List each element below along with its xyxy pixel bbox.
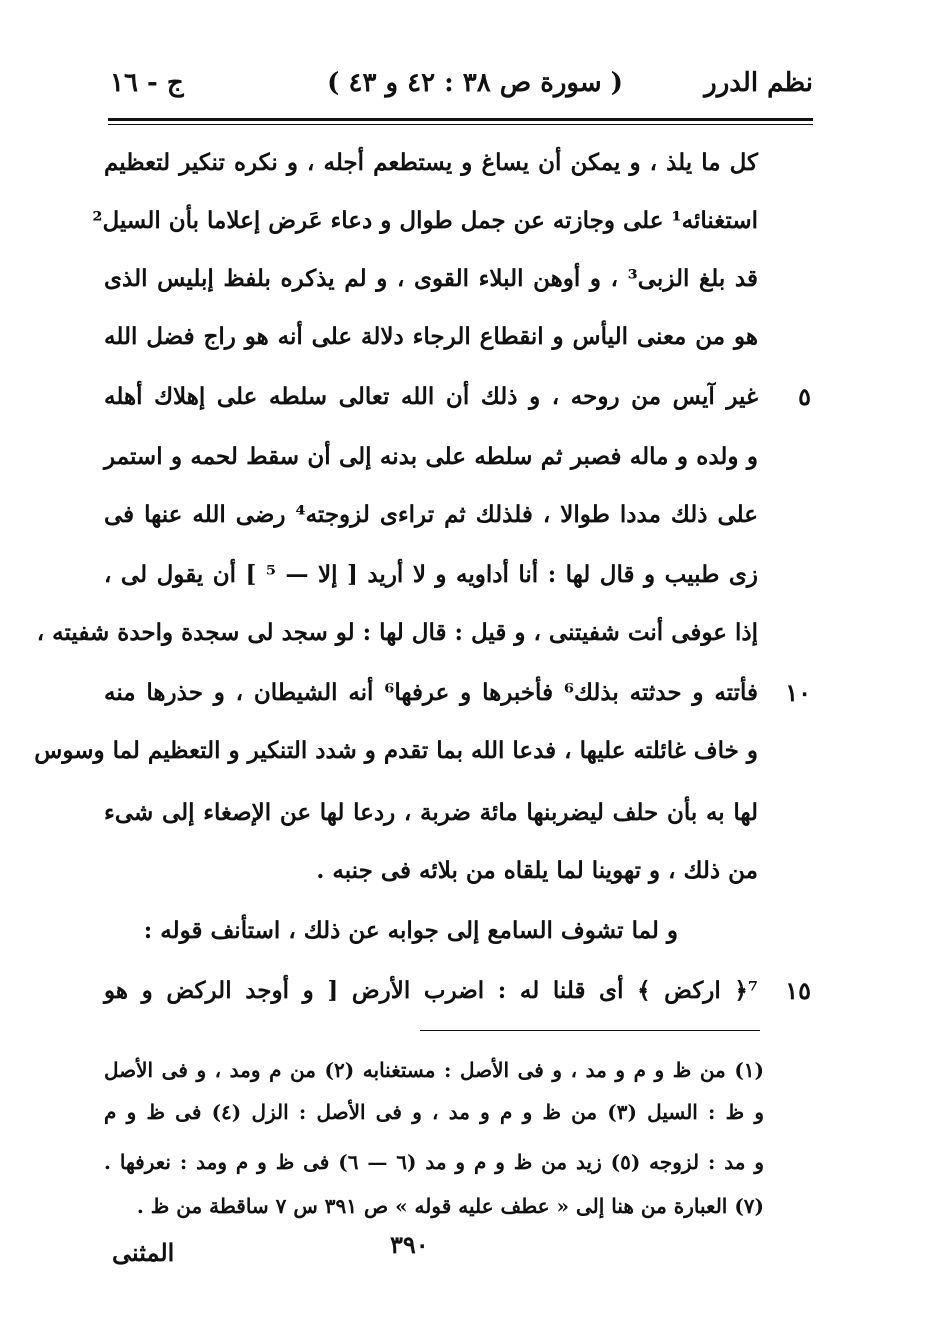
line-number: ١٠: [785, 678, 811, 707]
body-line: فأتته و حدثته بذلك⁶ فأخبرها و عرفها⁶ أنه الشيطان ، و حذرها منه: [104, 679, 758, 706]
header-rule-thick: [108, 118, 813, 121]
line-number: ١٥: [785, 976, 811, 1005]
footnote-line: (١) من ظ و م و مد ، و فى الأصل : مستغنابه (٢) من م ومد ، و فى الأصل: [104, 1058, 765, 1082]
body-line: على ذلك مددا طوالا ، فلذلك ثم تراءى لزوجته⁴ رضى الله عنها فى: [104, 501, 758, 528]
body-line: زى طبيب و قال لها : أنا أداويه و لا أريد [ إلا — ⁵ ] أن يقول لى ،: [104, 561, 758, 588]
body-line: و خاف غائلته عليها ، فدعا الله بما تقدم و شدد التنكير و التعظيم لما وسوس: [34, 737, 758, 764]
body-line: قد بلغ الزبى³ ، و أوهن البلاء القوى ، و لم يذكره بلفظ إبليس الذى: [104, 265, 758, 292]
body-line: لها به بأن حلف ليضربنها مائة ضربة ، ردعا لها عن الإصغاء إلى شىء: [104, 799, 758, 826]
body-line: غير آيس من روحه ، و ذلك أن الله تعالى سلطه على إهلاك أهله: [104, 383, 758, 410]
book-title: نظم الدرر: [704, 68, 813, 98]
body-line: ⁷﴿ اركض ﴾ أى قلنا له : اضرب الأرض [ و أوجد الركض و هو: [104, 977, 758, 1004]
footnote-line: و مد : لزوجه (٥) زيد من ظ و م و مد (٦ — ٦) فى ظ و م ومد : نعرفها .: [104, 1150, 764, 1174]
body-line: إذا عوفى أنت شفيتنى ، و قيل : قال لها : لو سجد لى سجدة واحدة شفيته ،: [36, 619, 758, 646]
body-line: هو من معنى اليأس و انقطاع الرجاء دلالة على أنه هو راج فضل الله: [104, 323, 758, 350]
line-number: ٥: [798, 382, 811, 411]
footnote-line: (٧) العبارة من هنا إلى « عطف عليه قوله » ص ٣٩١ س ٧ ساقطة من ظ .: [136, 1194, 764, 1218]
header-rule-thin: [108, 124, 813, 125]
volume-reference: ج - ١٦: [110, 68, 184, 98]
body-line: من ذلك ، و تهوينا لما يلقاه من بلائه فى جنبه .: [316, 857, 758, 884]
body-line: استغنائه¹ على وجازته عن جمل طوال و دعاء عَرض إعلاما بأن السيل²: [92, 207, 758, 234]
footnote-line: و ظ : السيل (٣) من ظ و م و مد ، و فى الأصل : الزل (٤) فى ظ و م: [104, 1100, 764, 1124]
body-line: و ولده و ماله فصبر ثم سلطه على بدنه إلى أن سقط لحمه و استمر: [104, 443, 758, 470]
footer-signature: المثنى: [112, 1238, 175, 1267]
page-number: ٣٩٠: [390, 1230, 429, 1259]
body-line: و لما تشوف السامع إلى جوابه عن ذلك ، استأنف قوله :: [143, 917, 678, 944]
surah-reference: ( سورة ص ٣٨ : ٤٢ و ٤٣ ): [327, 68, 623, 98]
body-line: كل ما يلذ ، و يمكن أن يساغ و يستطعم أجله ، و نكره تنكير لتعظيم: [104, 149, 758, 176]
footnote-rule: [420, 1030, 760, 1031]
page-header: [110, 62, 813, 106]
